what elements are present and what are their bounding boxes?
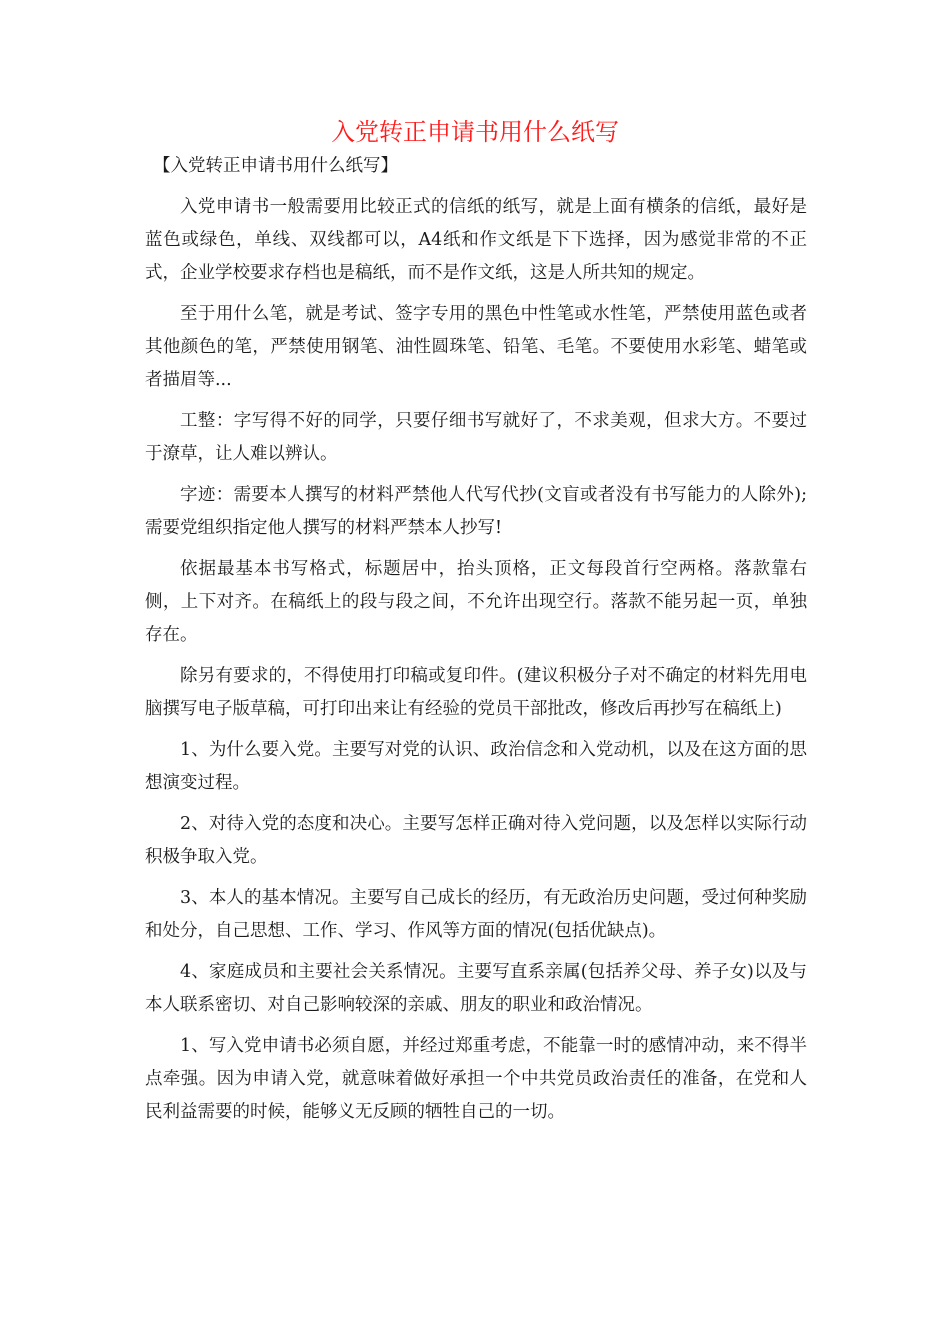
list-item-attitude: 2、对待入党的态度和决心。主要写怎样正确对待入党问题，以及怎样以实际行动积极争取入党。 bbox=[145, 814, 807, 867]
document-subtitle: 【入党转正申请书用什么纸写】 bbox=[153, 156, 398, 176]
paragraph-pen-type: 至于用什么笔，就是考试、签字专用的黑色中性笔或水性笔，严禁使用蓝色或者其他颜色的笔，严禁使用钢笔、油性圆珠笔、铅笔、毛笔。不要使用水彩笔、蜡笔或者描眉等... bbox=[145, 304, 807, 390]
list-item-basic-info: 3、本人的基本情况。主要写自己成长的经历，有无政治历史问题，受过何种奖励和处分，自己思想、工作、学习、作风等方面的情况(包括优缺点)。 bbox=[145, 888, 807, 941]
list-item-why-join: 1、为什么要入党。主要写对党的认识、政治信念和入党动机，以及在这方面的思想演变过程。 bbox=[145, 740, 807, 793]
paragraph-neatness: 工整：字写得不好的同学，只要仔细书写就好了，不求美观，但求大方。不要过于潦草，让人难以辨认。 bbox=[145, 411, 807, 464]
paragraph-handwriting: 字迹：需要本人撰写的材料严禁他人代写代抄(文盲或者没有书写能力的人除外);需要党组织指定他人撰写的材料严禁本人抄写! bbox=[145, 485, 807, 538]
list-item-voluntary: 1、写入党申请书必须自愿，并经过郑重考虑，不能靠一时的感情冲动，来不得半点牵强。因为申请入党，就意味着做好承担一个中共党员政治责任的准备，在党和人民利益需要的时候，能够义无反顾的牺牲自己的一切。 bbox=[145, 1036, 807, 1122]
paragraph-no-printout: 除另有要求的，不得使用打印稿或复印件。(建议积极分子对不确定的材料先用电脑撰写电子版草稿，可打印出来让有经验的党员干部批改，修改后再抄写在稿纸上) bbox=[145, 666, 807, 719]
paragraph-paper-type: 入党申请书一般需要用比较正式的信纸的纸写，就是上面有横条的信纸，最好是蓝色或绿色，单线、双线都可以，A4纸和作文纸是下下选择，因为感觉非常的不正式，企业学校要求存档也是稿纸，而不是作文纸，这是人所共知的规定。 bbox=[145, 197, 807, 283]
list-item-family: 4、家庭成员和主要社会关系情况。主要写直系亲属(包括养父母、养子女)以及与本人联系密切、对自己影响较深的亲戚、朋友的职业和政治情况。 bbox=[145, 962, 807, 1015]
paragraph-format: 依据最基本书写格式，标题居中，抬头顶格，正文每段首行空两格。落款靠右侧，上下对齐。在稿纸上的段与段之间，不允许出现空行。落款不能另起一页，单独存在。 bbox=[145, 559, 807, 645]
document-body bbox=[145, 150, 807, 1129]
document-title: 入党转正申请书用什么纸写 bbox=[331, 118, 619, 146]
